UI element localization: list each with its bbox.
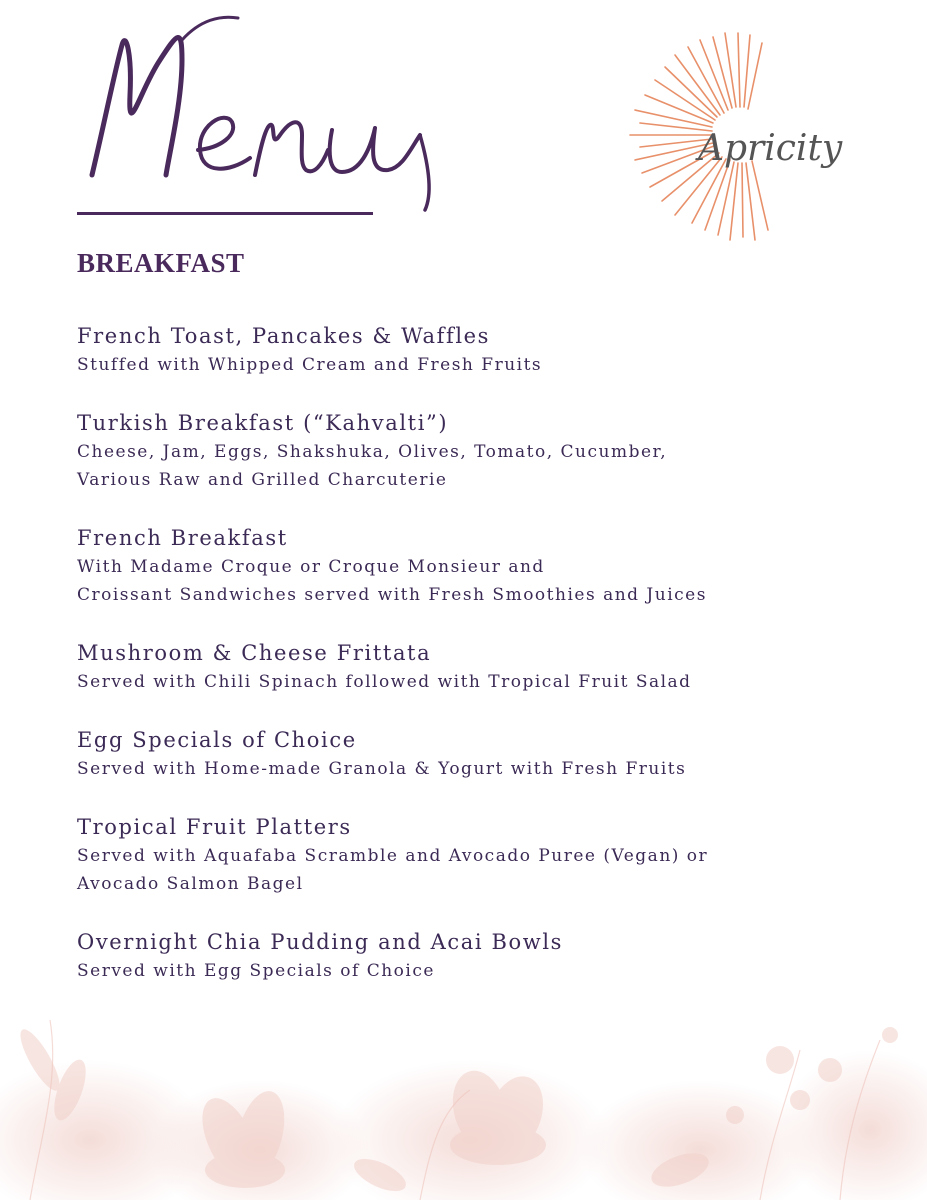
menu-item xyxy=(77,524,837,609)
item-name: Egg Specials of Choice xyxy=(77,728,357,752)
item-description: Served with Egg Specials of Choice xyxy=(77,961,435,981)
floral-decoration xyxy=(0,940,927,1200)
item-name: Tropical Fruit Platters xyxy=(77,815,352,839)
item-description: Served with Chili Spinach followed with Tropical Fruit Salad xyxy=(77,672,692,692)
menu-item xyxy=(77,409,837,494)
item-description: Croissant Sandwiches served with Fresh Smoothies and Juices xyxy=(77,585,707,605)
menu-script-title xyxy=(70,0,470,225)
item-description: Avocado Salmon Bagel xyxy=(77,874,304,894)
apricity-logo xyxy=(620,25,870,250)
menu-item xyxy=(77,813,837,898)
item-description: With Madame Croque or Croque Monsieur and xyxy=(77,557,545,577)
item-description: Served with Home-made Granola & Yogurt with Fresh Fruits xyxy=(77,759,687,779)
logo-wordmark: Apricity xyxy=(698,128,843,169)
item-description: Cheese, Jam, Eggs, Shakshuka, Olives, Tomato, Cucumber, xyxy=(77,442,668,462)
menu-item xyxy=(77,639,837,696)
item-name: Mushroom & Cheese Frittata xyxy=(77,641,432,665)
item-description: Stuffed with Whipped Cream and Fresh Fruits xyxy=(77,355,543,375)
menu-item xyxy=(77,322,837,379)
item-description: Various Raw and Grilled Charcuterie xyxy=(77,470,448,490)
menu-list xyxy=(77,322,837,985)
title-underline xyxy=(77,212,373,215)
item-name: Turkish Breakfast (“Kahvalti”) xyxy=(77,411,449,435)
item-name: French Toast, Pancakes & Waffles xyxy=(77,324,491,348)
item-name: French Breakfast xyxy=(77,526,288,550)
item-name: Overnight Chia Pudding and Acai Bowls xyxy=(77,930,564,954)
menu-item xyxy=(77,726,837,783)
section-heading: BREAKFAST xyxy=(77,248,245,278)
item-description: Served with Aquafaba Scramble and Avocado Puree (Vegan) or xyxy=(77,846,709,866)
